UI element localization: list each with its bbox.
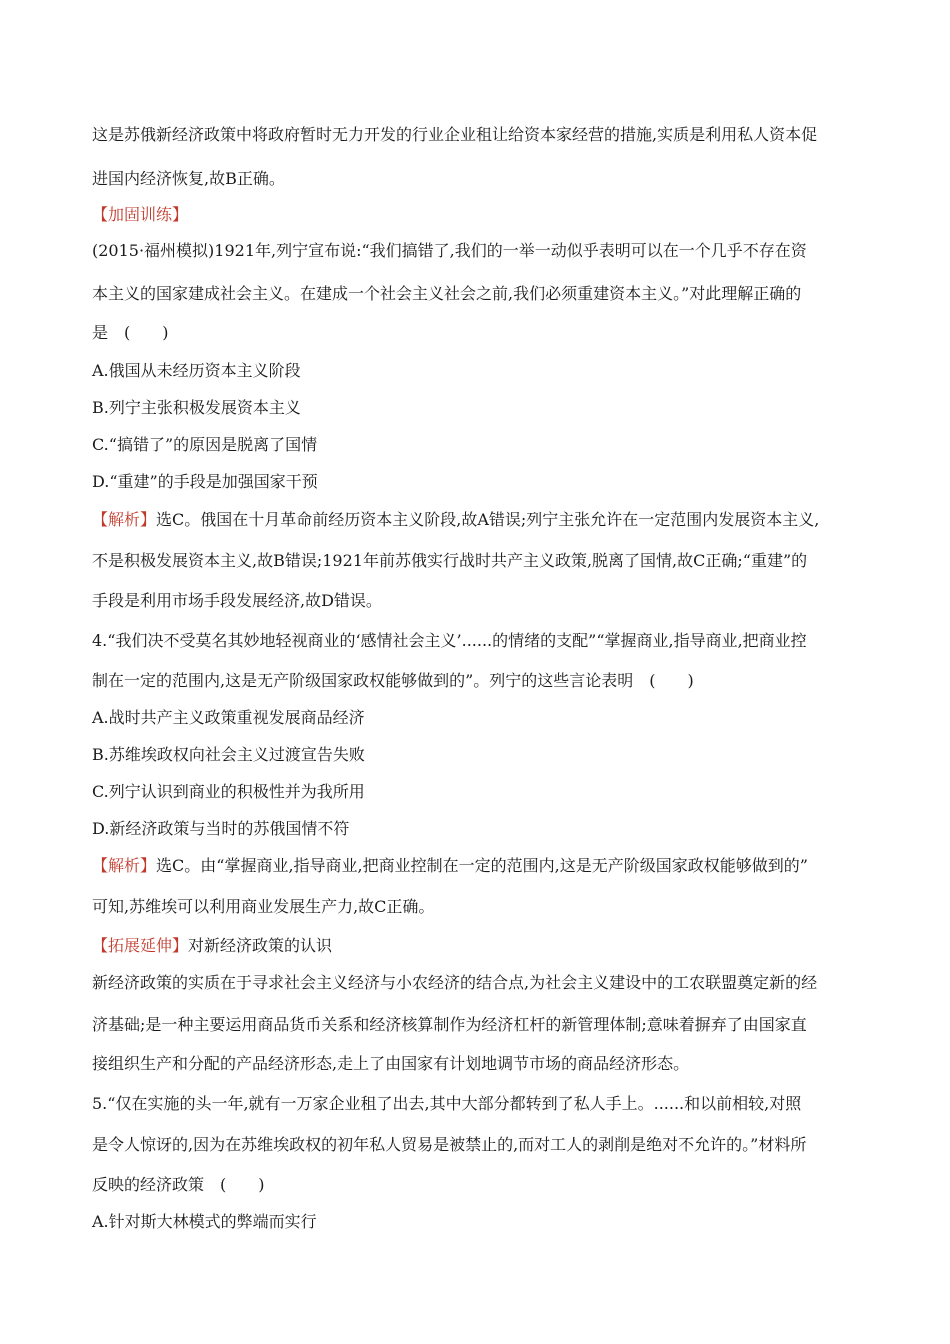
extension-text-line-3: 接组织生产和分配的产品经济形态,走上了由国家有计划地调节市场的商品经济形态。	[92, 1054, 690, 1073]
reinforce-option-d: D.“重建”的手段是加强国家干预	[92, 472, 318, 491]
intro-text-line-1: 这是苏俄新经济政策中将政府暂时无力开发的行业企业租让给资本家经营的措施,实质是利用私人资本促	[92, 125, 818, 144]
extension-tag: 【拓展延伸】	[92, 936, 189, 955]
analysis-text: 选C。由“掌握商业,指导商业,把商业控制在一定的范围内,这是无产阶级国家政权能够做到的”	[156, 856, 808, 875]
reinforce-analysis-line-3: 手段是利用市场手段发展经济,故D错误。	[92, 591, 382, 610]
reinforce-tag: 【加固训练】	[92, 205, 189, 224]
reinforce-question-line-2: 本主义的国家建成社会主义。在建成一个社会主义社会之前,我们必须重建资本主义。”对此理解正确的	[92, 284, 802, 303]
intro-text-line-2: 进国内经济恢复,故B正确。	[92, 169, 285, 188]
q4-option-c: C.列宁认识到商业的积极性并为我所用	[92, 782, 365, 801]
reinforce-question-line-1: (2015·福州模拟)1921年,列宁宣布说:“我们搞错了,我们的一举一动似乎表明可以在一个几乎不存在资	[92, 241, 807, 260]
reinforce-option-b: B.列宁主张积极发展资本主义	[92, 398, 301, 417]
reinforce-option-c: C.“搞错了”的原因是脱离了国情	[92, 435, 318, 454]
q5-stem-line-3: 反映的经济政策 ( )	[92, 1175, 265, 1194]
reinforce-option-a: A.俄国从未经历资本主义阶段	[92, 361, 301, 380]
reinforce-analysis-line-1	[92, 509, 870, 531]
q4-analysis-line-2: 可知,苏维埃可以利用商业发展生产力,故C正确。	[92, 897, 435, 916]
extension-text-line-1: 新经济政策的实质在于寻求社会主义经济与小农经济的结合点,为社会主义建设中的工农联盟奠定新的经	[92, 973, 818, 992]
extension-title: 对新经济政策的认识	[188, 936, 333, 955]
q4-option-b: B.苏维埃政权向社会主义过渡宣告失败	[92, 745, 365, 764]
q4-stem-line-1: 4.“我们决不受莫名其妙地轻视商业的‘感情社会主义’......的情绪的支配”“掌握商业,指导商业,把商业控	[92, 631, 807, 650]
q5-stem-line-1: 5.“仅在实施的头一年,就有一万家企业租了出去,其中大部分都转到了私人手上。......和以前相较,对照	[92, 1094, 802, 1113]
analysis-tag: 【解析】	[92, 510, 157, 529]
analysis-text: 选C。俄国在十月革命前经历资本主义阶段,故A错误;列宁主张允许在一定范围内发展资本主义,	[156, 510, 820, 529]
reinforce-question-line-3: 是 ( )	[92, 323, 169, 342]
q4-analysis-line-1	[92, 855, 870, 877]
q4-stem-line-2: 制在一定的范围内,这是无产阶级国家政权能够做到的”。列宁的这些言论表明 ( )	[92, 671, 694, 690]
q5-stem-line-2: 是令人惊讶的,因为在苏维埃政权的初年私人贸易是被禁止的,而对工人的剥削是绝对不允许的。”材料所	[92, 1135, 807, 1154]
reinforce-analysis-line-2: 不是积极发展资本主义,故B错误;1921年前苏俄实行战时共产主义政策,脱离了国情,故C正确;“重建”的	[92, 551, 808, 570]
analysis-tag: 【解析】	[92, 856, 157, 875]
q4-option-d: D.新经济政策与当时的苏俄国情不符	[92, 819, 350, 838]
extension-text-line-2: 济基础;是一种主要运用商品货币关系和经济核算制作为经济杠杆的新管理体制;意味着摒弃了由国家直	[92, 1015, 807, 1034]
extension-heading	[92, 935, 870, 957]
q4-option-a: A.战时共产主义政策重视发展商品经济	[92, 708, 365, 727]
reinforce-training-heading	[92, 204, 870, 226]
q5-option-a: A.针对斯大林模式的弊端而实行	[92, 1212, 317, 1231]
